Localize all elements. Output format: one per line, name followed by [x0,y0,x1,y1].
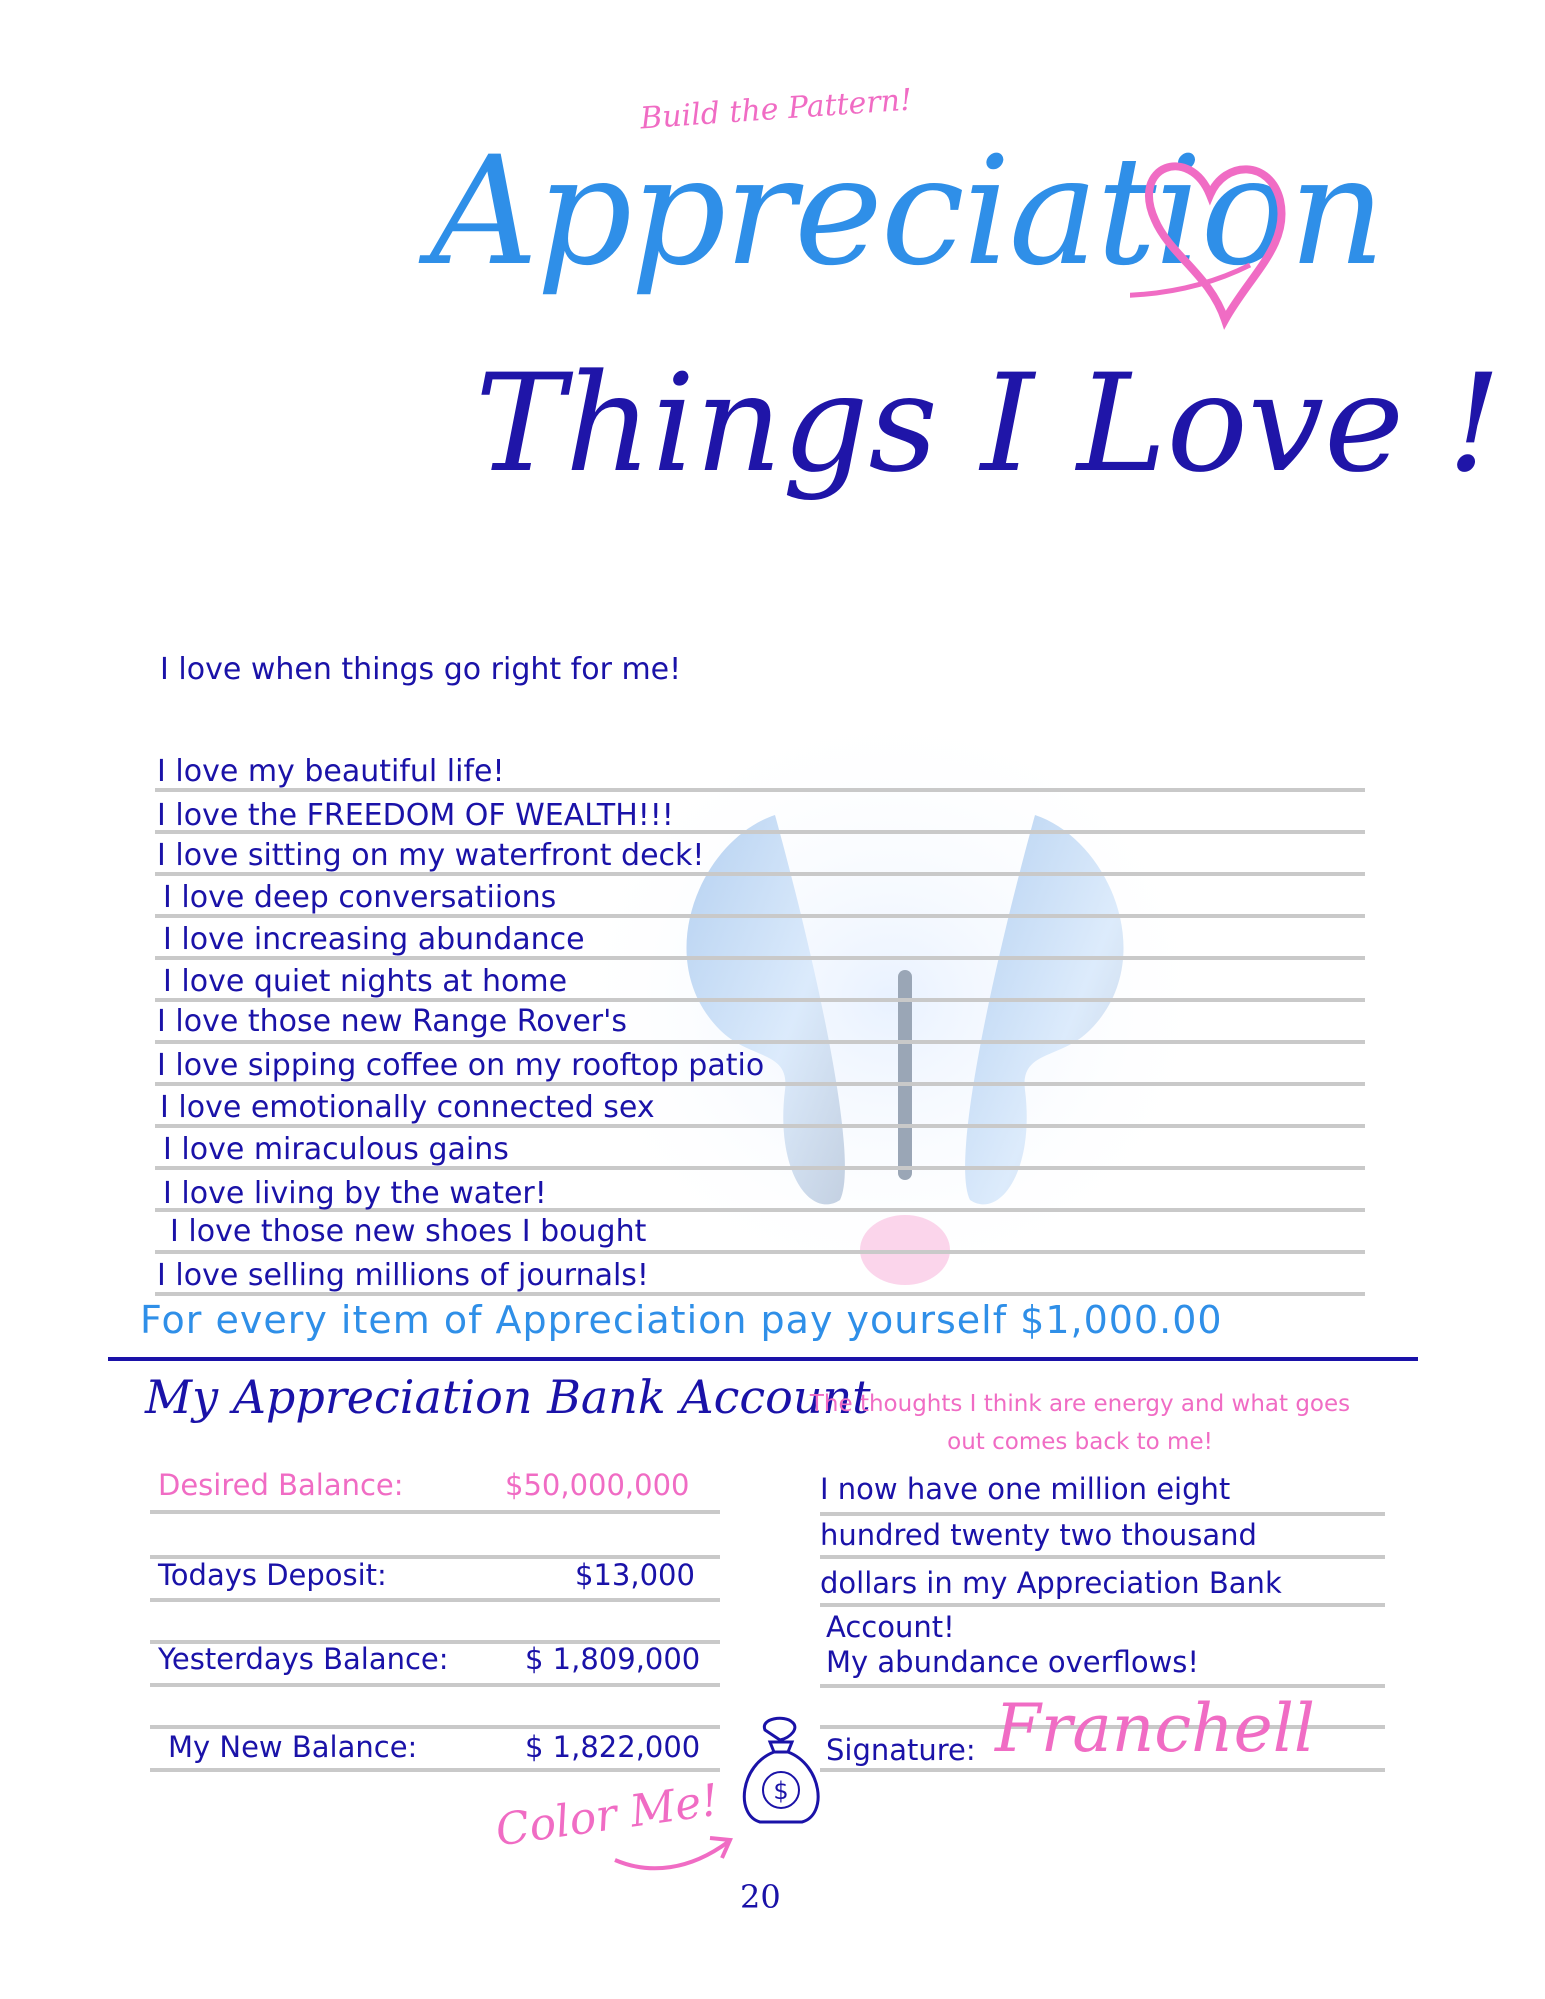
list-item: I love the FREEDOM OF WEALTH!!! [157,798,674,833]
list-item: I love those new Range Rover's [157,1004,628,1039]
list-item: I love quiet nights at home [163,964,568,999]
list-item: I love sitting on my waterfront deck! [157,838,705,873]
tagline: Build the Pattern! [639,82,914,137]
ruled-line [150,1725,720,1729]
list-item: I love those new shoes I bought [170,1214,647,1249]
new-balance-value: $ 1,822,000 [525,1730,701,1764]
ruled-line [150,1598,720,1602]
ruled-line [155,1250,1365,1254]
desired-balance-value: $50,000,000 [505,1468,690,1502]
ruled-line [150,1768,720,1772]
ruled-line [820,1555,1385,1559]
money-bag-icon[interactable] [730,1710,830,1830]
new-balance-label: My New Balance: [168,1730,418,1764]
desired-balance-label: Desired Balance: [158,1468,404,1502]
butterfly-illustration [560,700,1320,1320]
arrow-icon [610,1820,740,1880]
quote-text: The thoughts I think are energy and what goes out comes back to me! [809,1391,1351,1455]
yesterdays-balance-value: $ 1,809,000 [525,1642,701,1676]
ruled-line [820,1768,1385,1772]
appreciation-banner: For every item of Appreciation pay yourself $1,000.00 [140,1298,1223,1342]
statement-line: I now have one million eight [820,1472,1231,1506]
signature: Franchell [995,1690,1315,1767]
statement-line: dollars in my Appreciation Bank [820,1566,1282,1600]
color-me-note: Color Me! [492,1774,722,1857]
statement-line: Account! [826,1610,955,1644]
list-item: I love sipping coffee on my rooftop patio [157,1048,765,1083]
statement-line: My abundance overflows! [826,1645,1200,1679]
intro-statement: I love when things go right for me! [160,652,682,687]
yesterdays-balance-label: Yesterdays Balance: [158,1642,449,1676]
ruled-line [820,1684,1385,1688]
svg-text:$: $ [773,1777,789,1805]
list-item: I love emotionally connected sex [160,1090,655,1125]
ruled-line [155,1040,1365,1044]
bank-account-title: My Appreciation Bank Account [145,1370,871,1424]
page-subtitle: Things I Love ! [475,345,1502,502]
todays-deposit-value: $13,000 [575,1558,695,1592]
list-item: I love increasing abundance [163,922,585,957]
page-number: 20 [740,1878,781,1916]
signature-label: Signature: [826,1733,976,1767]
list-item: I love living by the water! [163,1176,547,1211]
list-item: I love selling millions of journals! [157,1258,649,1293]
list-item: I love my beautiful life! [157,754,505,789]
heart-icon [1130,135,1290,335]
ruled-line [150,1683,720,1687]
ruled-line [150,1510,720,1514]
todays-deposit-label: Todays Deposit: [158,1558,387,1592]
list-item: I love miraculous gains [163,1132,509,1167]
statement-line: hundred twenty two thousand [820,1518,1257,1552]
ruled-line [820,1603,1385,1607]
list-item: I love deep conversatiions [163,880,557,915]
ruled-line [820,1512,1385,1516]
section-divider [108,1357,1418,1361]
page-heading: Appreciation [430,125,1384,299]
